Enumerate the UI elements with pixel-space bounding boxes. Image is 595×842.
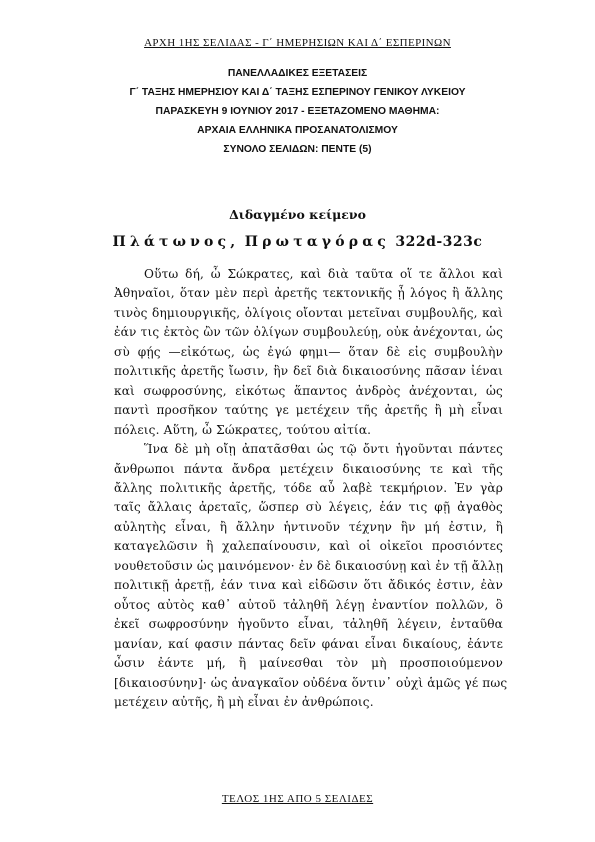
work-name: Πρωταγόρας [244, 234, 390, 250]
passage-line: καὶ σωφροσύνης, εἰκότως ἅπαντος ἀνδρὸς ἀνέχονται, ὡς [114, 383, 503, 398]
passage-line: μανίαν, καί φασιν πάντας δεῖν φάναι εἶναι δικαίους, ἐάντε [114, 636, 503, 651]
work-author: Πλάτωνος, [112, 234, 240, 250]
page-footer: ΤΕΛΟΣ 1ΗΣ ΑΠΟ 5 ΣΕΛΙΔΕΣ [221, 793, 374, 805]
section-title: Διδαγμένο κείμενο [229, 207, 366, 222]
passage-line: ἐάν τις ἐκτὸς ὢν τῶν ὀλίγων συμβουλεύῃ, οὐκ ἀνέχονται, ὡς [114, 325, 503, 340]
header-line-date-subject: ΠΑΡΑΣΚΕΥΗ 9 ΙΟΥΝΙΟΥ 2017 - ΕΞΕΤΑΖΟΜΕΝΟ ΜΑΘΗΜΑ: [155, 106, 440, 117]
passage-line: [δικαιοσύνην]· ὡς ἀναγκαῖον οὐδένα ὅντιν᾽ οὐχὶ ἁμῶς γέ πως [114, 675, 508, 690]
passage-line: πολιτικῇ ἀρετῇ, ἐάν τινα καὶ εἰδῶσιν ὅτι ἄδικός ἐστιν, ἐὰν [114, 578, 503, 593]
passage-line: πολιτικῆς ἀρετῆς ἴωσιν, ἣν δεῖ διὰ δικαιοσύνης πᾶσαν ἰέναι [114, 364, 503, 379]
greek-passage [114, 265, 508, 712]
passage-line: ὦσιν ἐάντε μή, ἢ μαίνεσθαι τὸν μὴ προσποιούμενον [114, 656, 503, 671]
passage-line: ἄλλης πολιτικῆς ἀρετῆς, τόδε αὖ λαβὲ τεκμήριον. Ἐν γὰρ [114, 480, 503, 495]
passage-line: Ἀθηναῖοι, ὅταν μὲν περὶ ἀρετῆς τεκτονικῆς ᾖ λόγος ἢ ἄλλης [114, 286, 503, 301]
header-line-exams: ΠΑΝΕΛΛΑΔΙΚΕΣ ΕΞΕΤΑΣΕΙΣ [227, 68, 368, 79]
header-line-page-count: ΣΥΝΟΛΟ ΣΕΛΙΔΩΝ: ΠΕΝΤΕ (5) [223, 144, 372, 155]
passage-line: οὗτος αὐτὸς καθ᾽ αὑτοῦ τἀληθῆ λέγῃ ἐναντίον πολλῶν, ὃ [114, 597, 503, 612]
passage-line: Ἵνα δὲ μὴ οἴῃ ἀπατᾶσθαι ὡς τῷ ὄντι ἡγοῦνται πάντες [144, 442, 503, 457]
passage-line: καταγελῶσιν ἢ χαλεπαίνουσιν, καὶ οἱ οἰκεῖοι προσιόντες [114, 539, 503, 554]
header-line-classes: Γ΄ ΤΑΞΗΣ ΗΜΕΡΗΣΙΟΥ ΚΑΙ Δ΄ ΤΑΞΗΣ ΕΣΠΕΡΙΝΟΥ ΓΕΝΙΚΟΥ ΛΥΚΕΙΟΥ [129, 87, 466, 98]
passage-line: Οὕτω δή, ὦ Σώκρατες, καὶ διὰ ταῦτα οἵ τε ἄλλοι καὶ [144, 267, 503, 281]
passage-line: παντὶ προσῆκον ταύτης γε μετέχειν τῆς ἀρετῆς ἢ μὴ εἶναι [114, 403, 503, 418]
passage-line: ἐκεῖ σωφροσύνην ἡγοῦντο εἶναι, τἀληθῆ λέγειν, ἐνταῦθα [114, 617, 503, 632]
passage-line: νουθετοῦσιν ὡς μαινόμενον· ἐν δὲ δικαιοσύνῃ καὶ ἐν τῇ ἄλλῃ [114, 558, 504, 573]
passage-line: ἄνθρωποι πάντα ἄνδρα μετέχειν δικαιοσύνης τε καὶ τῆς [114, 461, 503, 476]
passage-line: ταῖς ἄλλαις ἀρεταῖς, ὥσπερ σὺ λέγεις, ἐάν τις φῇ ἀγαθὸς [114, 500, 503, 515]
running-head: ΑΡΧΗ 1ΗΣ ΣΕΛΙΔΑΣ - Γ΄ ΗΜΕΡΗΣΙΩΝ ΚΑΙ Δ΄ ΕΣΠΕΡΙΝΩΝ [144, 37, 451, 49]
work-title [0, 234, 595, 250]
exam-header [0, 64, 595, 159]
passage-line: πόλεις. Αὕτη, ὦ Σώκρατες, τούτου αἰτία. [114, 422, 372, 437]
passage-line: σὺ φῄς —εἰκότως, ὡς ἐγώ φημι— ὅταν δὲ εἰς συμβουλὴν [114, 344, 503, 359]
passage-line: μετέχειν αὐτῆς, ἢ μὴ εἶναι ἐν ἀνθρώποις. [114, 694, 374, 709]
header-line-course: ΑΡΧΑΙΑ ΕΛΛΗΝΙΚΑ ΠΡΟΣΑΝΑΤΟΛΙΣΜΟΥ [197, 125, 398, 136]
passage-line: τινὸς δημιουργικῆς, ὀλίγοις οἴονται μετεῖναι συμβουλῆς, καὶ [114, 305, 503, 320]
work-reference: 322d-323c [395, 234, 483, 250]
passage-line: αὐλητὴς εἶναι, ἢ ἄλλην ἡντινοῦν τέχνην ἣν μή ἐστιν, ἢ [114, 519, 503, 534]
